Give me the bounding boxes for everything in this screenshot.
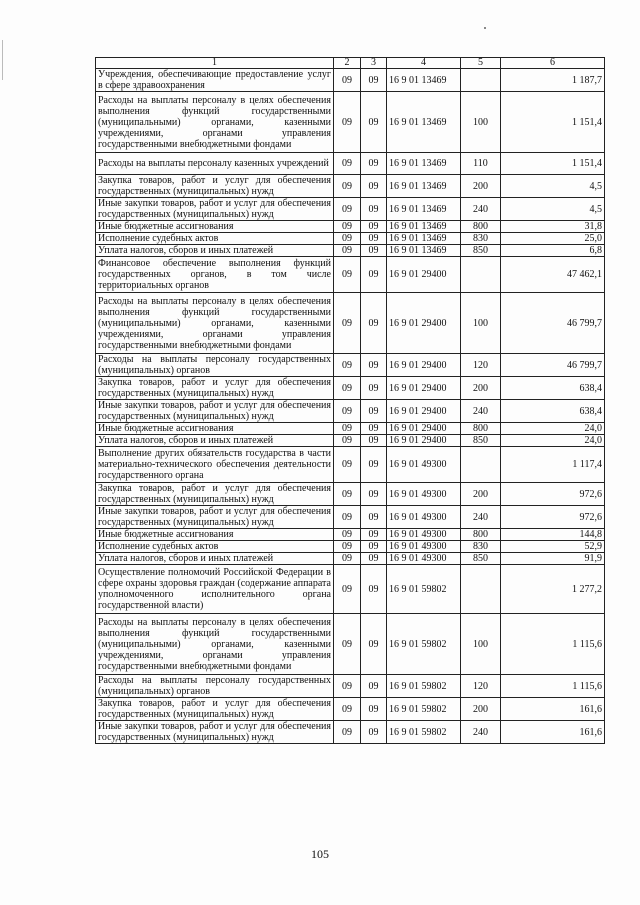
row-amount-cell: 1 115,6 bbox=[501, 614, 605, 675]
row-amount-cell: 46 799,7 bbox=[501, 293, 605, 354]
row-subsection-cell: 09 bbox=[361, 92, 387, 153]
row-subsection-cell: 09 bbox=[361, 483, 387, 506]
row-expense-type-cell: 100 bbox=[461, 92, 501, 153]
row-target-code-cell: 16 9 01 49300 bbox=[387, 483, 461, 506]
row-target-code-cell: 16 9 01 13469 bbox=[387, 233, 461, 245]
row-name-cell: Расходы на выплаты персоналу в целях обеспечения выполнения функций государственными (муниципальными) органами, казенными учреждениями, органами управления государственными внебюджетными фондами bbox=[96, 293, 334, 354]
row-section-cell: 09 bbox=[334, 483, 361, 506]
row-target-code-cell: 16 9 01 29400 bbox=[387, 354, 461, 377]
row-subsection-cell: 09 bbox=[361, 423, 387, 435]
row-name-cell: Уплата налогов, сборов и иных платежей bbox=[96, 245, 334, 257]
row-target-code-cell: 16 9 01 29400 bbox=[387, 257, 461, 293]
table-row bbox=[96, 698, 605, 721]
row-section-cell: 09 bbox=[334, 354, 361, 377]
row-target-code-cell: 16 9 01 13469 bbox=[387, 69, 461, 92]
row-amount-cell: 31,8 bbox=[501, 221, 605, 233]
row-section-cell: 09 bbox=[334, 541, 361, 553]
row-expense-type-cell: 100 bbox=[461, 293, 501, 354]
row-section-cell: 09 bbox=[334, 447, 361, 483]
row-target-code-cell: 16 9 01 13469 bbox=[387, 198, 461, 221]
row-target-code-cell: 16 9 01 49300 bbox=[387, 541, 461, 553]
row-section-cell: 09 bbox=[334, 565, 361, 614]
row-expense-type-cell: 850 bbox=[461, 553, 501, 565]
row-amount-cell: 25,0 bbox=[501, 233, 605, 245]
table-row bbox=[96, 293, 605, 354]
row-section-cell: 09 bbox=[334, 435, 361, 447]
row-name-cell: Расходы на выплаты персоналу государственных (муниципальных) органов bbox=[96, 354, 334, 377]
row-name-cell: Расходы на выплаты персоналу государственных (муниципальных) органов bbox=[96, 675, 334, 698]
row-section-cell: 09 bbox=[334, 529, 361, 541]
row-section-cell: 09 bbox=[334, 198, 361, 221]
row-name-cell: Расходы на выплаты персоналу в целях обеспечения выполнения функций государственными (муниципальными) органами, казенными учреждениями, органами управления государственными внебюджетными фондами bbox=[96, 614, 334, 675]
row-expense-type-cell bbox=[461, 69, 501, 92]
row-section-cell: 09 bbox=[334, 221, 361, 233]
row-expense-type-cell: 200 bbox=[461, 175, 501, 198]
row-amount-cell: 1 277,2 bbox=[501, 565, 605, 614]
row-amount-cell: 972,6 bbox=[501, 506, 605, 529]
row-section-cell: 09 bbox=[334, 257, 361, 293]
row-expense-type-cell bbox=[461, 565, 501, 614]
row-name-cell: Уплата налогов, сборов и иных платежей bbox=[96, 435, 334, 447]
row-expense-type-cell: 240 bbox=[461, 198, 501, 221]
row-target-code-cell: 16 9 01 49300 bbox=[387, 506, 461, 529]
table-body bbox=[96, 69, 605, 744]
row-expense-type-cell: 800 bbox=[461, 221, 501, 233]
table-row bbox=[96, 483, 605, 506]
row-section-cell: 09 bbox=[334, 698, 361, 721]
table-row bbox=[96, 245, 605, 257]
row-section-cell: 09 bbox=[334, 721, 361, 744]
row-amount-cell: 161,6 bbox=[501, 698, 605, 721]
row-name-cell: Иные бюджетные ассигнования bbox=[96, 221, 334, 233]
row-section-cell: 09 bbox=[334, 400, 361, 423]
row-name-cell: Исполнение судебных актов bbox=[96, 541, 334, 553]
table-row bbox=[96, 721, 605, 744]
row-expense-type-cell: 200 bbox=[461, 698, 501, 721]
row-name-cell: Иные закупки товаров, работ и услуг для обеспечения государственных (муниципальных) нужд bbox=[96, 721, 334, 744]
table-row bbox=[96, 435, 605, 447]
row-expense-type-cell bbox=[461, 257, 501, 293]
row-expense-type-cell: 240 bbox=[461, 400, 501, 423]
row-amount-cell: 47 462,1 bbox=[501, 257, 605, 293]
row-section-cell: 09 bbox=[334, 377, 361, 400]
table-row bbox=[96, 233, 605, 245]
row-target-code-cell: 16 9 01 59802 bbox=[387, 565, 461, 614]
row-subsection-cell: 09 bbox=[361, 153, 387, 175]
row-subsection-cell: 09 bbox=[361, 175, 387, 198]
row-section-cell: 09 bbox=[334, 675, 361, 698]
row-amount-cell: 1 115,6 bbox=[501, 675, 605, 698]
table-row bbox=[96, 400, 605, 423]
row-section-cell: 09 bbox=[334, 553, 361, 565]
scan-edge-mark bbox=[2, 40, 3, 80]
row-subsection-cell: 09 bbox=[361, 541, 387, 553]
row-expense-type-cell: 100 bbox=[461, 614, 501, 675]
row-amount-cell: 46 799,7 bbox=[501, 354, 605, 377]
row-name-cell: Уплата налогов, сборов и иных платежей bbox=[96, 553, 334, 565]
header-col-3: 3 bbox=[361, 58, 387, 69]
scan-dot-mark bbox=[484, 27, 486, 29]
table-row bbox=[96, 529, 605, 541]
table-row bbox=[96, 257, 605, 293]
row-target-code-cell: 16 9 01 59802 bbox=[387, 614, 461, 675]
table-header-row bbox=[96, 58, 605, 69]
row-section-cell: 09 bbox=[334, 506, 361, 529]
row-amount-cell: 91,9 bbox=[501, 553, 605, 565]
row-name-cell: Иные бюджетные ассигнования bbox=[96, 423, 334, 435]
table-row bbox=[96, 541, 605, 553]
row-amount-cell: 1 151,4 bbox=[501, 92, 605, 153]
row-expense-type-cell: 240 bbox=[461, 506, 501, 529]
table-row bbox=[96, 221, 605, 233]
row-subsection-cell: 09 bbox=[361, 354, 387, 377]
table-row bbox=[96, 175, 605, 198]
row-subsection-cell: 09 bbox=[361, 721, 387, 744]
row-section-cell: 09 bbox=[334, 233, 361, 245]
table-row bbox=[96, 553, 605, 565]
row-name-cell: Расходы на выплаты персоналу казенных учреждений bbox=[96, 153, 334, 175]
row-expense-type-cell: 850 bbox=[461, 245, 501, 257]
row-section-cell: 09 bbox=[334, 175, 361, 198]
row-subsection-cell: 09 bbox=[361, 377, 387, 400]
row-name-cell: Исполнение судебных актов bbox=[96, 233, 334, 245]
row-subsection-cell: 09 bbox=[361, 565, 387, 614]
table-row bbox=[96, 198, 605, 221]
row-name-cell: Иные бюджетные ассигнования bbox=[96, 529, 334, 541]
row-subsection-cell: 09 bbox=[361, 400, 387, 423]
row-target-code-cell: 16 9 01 13469 bbox=[387, 221, 461, 233]
row-subsection-cell: 09 bbox=[361, 529, 387, 541]
row-amount-cell: 24,0 bbox=[501, 435, 605, 447]
row-target-code-cell: 16 9 01 59802 bbox=[387, 721, 461, 744]
row-target-code-cell: 16 9 01 29400 bbox=[387, 423, 461, 435]
row-name-cell: Иные закупки товаров, работ и услуг для обеспечения государственных (муниципальных) нужд bbox=[96, 506, 334, 529]
row-name-cell: Финансовое обеспечение выполнения функций государственных органов, в том числе территориальных органов bbox=[96, 257, 334, 293]
table-row bbox=[96, 447, 605, 483]
row-name-cell: Учреждения, обеспечивающие предоставление услуг в сфере здравоохранения bbox=[96, 69, 334, 92]
row-target-code-cell: 16 9 01 29400 bbox=[387, 435, 461, 447]
row-target-code-cell: 16 9 01 29400 bbox=[387, 377, 461, 400]
row-target-code-cell: 16 9 01 49300 bbox=[387, 447, 461, 483]
table-row bbox=[96, 377, 605, 400]
row-name-cell: Выполнение других обязательств государства в части материально-технического обеспечения деятельности государственного органа bbox=[96, 447, 334, 483]
row-amount-cell: 1 151,4 bbox=[501, 153, 605, 175]
row-name-cell: Расходы на выплаты персоналу в целях обеспечения выполнения функций государственными (муниципальными) органами, казенными учреждениями, органами управления государственными внебюджетными фондами bbox=[96, 92, 334, 153]
row-subsection-cell: 09 bbox=[361, 257, 387, 293]
row-amount-cell: 6,8 bbox=[501, 245, 605, 257]
row-section-cell: 09 bbox=[334, 92, 361, 153]
row-expense-type-cell: 110 bbox=[461, 153, 501, 175]
row-section-cell: 09 bbox=[334, 153, 361, 175]
row-subsection-cell: 09 bbox=[361, 614, 387, 675]
row-amount-cell: 161,6 bbox=[501, 721, 605, 744]
row-target-code-cell: 16 9 01 29400 bbox=[387, 293, 461, 354]
row-expense-type-cell: 120 bbox=[461, 354, 501, 377]
row-amount-cell: 52,9 bbox=[501, 541, 605, 553]
row-expense-type-cell: 800 bbox=[461, 423, 501, 435]
table-row bbox=[96, 153, 605, 175]
row-target-code-cell: 16 9 01 13469 bbox=[387, 153, 461, 175]
row-expense-type-cell bbox=[461, 447, 501, 483]
row-expense-type-cell: 240 bbox=[461, 721, 501, 744]
row-name-cell: Закупка товаров, работ и услуг для обеспечения государственных (муниципальных) нужд bbox=[96, 698, 334, 721]
row-name-cell: Осуществление полномочий Российской Федерации в сфере охраны здоровья граждан (содержание аппарата уполномоченного исполнительного органа государственной власти) bbox=[96, 565, 334, 614]
row-amount-cell: 24,0 bbox=[501, 423, 605, 435]
row-subsection-cell: 09 bbox=[361, 675, 387, 698]
page-number: 105 bbox=[311, 847, 329, 861]
row-amount-cell: 1 117,4 bbox=[501, 447, 605, 483]
row-target-code-cell: 16 9 01 13469 bbox=[387, 92, 461, 153]
row-section-cell: 09 bbox=[334, 614, 361, 675]
row-target-code-cell: 16 9 01 59802 bbox=[387, 698, 461, 721]
header-col-1: 1 bbox=[96, 58, 334, 69]
row-section-cell: 09 bbox=[334, 245, 361, 257]
row-expense-type-cell: 120 bbox=[461, 675, 501, 698]
table-row bbox=[96, 614, 605, 675]
row-subsection-cell: 09 bbox=[361, 245, 387, 257]
row-target-code-cell: 16 9 01 29400 bbox=[387, 400, 461, 423]
row-subsection-cell: 09 bbox=[361, 293, 387, 354]
row-subsection-cell: 09 bbox=[361, 447, 387, 483]
row-target-code-cell: 16 9 01 49300 bbox=[387, 529, 461, 541]
table-row bbox=[96, 675, 605, 698]
row-amount-cell: 1 187,7 bbox=[501, 69, 605, 92]
row-name-cell: Закупка товаров, работ и услуг для обеспечения государственных (муниципальных) нужд bbox=[96, 377, 334, 400]
table-row bbox=[96, 506, 605, 529]
budget-table bbox=[95, 57, 605, 744]
row-amount-cell: 638,4 bbox=[501, 400, 605, 423]
row-subsection-cell: 09 bbox=[361, 553, 387, 565]
row-subsection-cell: 09 bbox=[361, 506, 387, 529]
table-row bbox=[96, 565, 605, 614]
row-amount-cell: 4,5 bbox=[501, 175, 605, 198]
row-amount-cell: 638,4 bbox=[501, 377, 605, 400]
row-expense-type-cell: 200 bbox=[461, 377, 501, 400]
row-expense-type-cell: 800 bbox=[461, 529, 501, 541]
row-target-code-cell: 16 9 01 13469 bbox=[387, 245, 461, 257]
row-section-cell: 09 bbox=[334, 293, 361, 354]
row-subsection-cell: 09 bbox=[361, 69, 387, 92]
header-col-4: 4 bbox=[387, 58, 461, 69]
row-subsection-cell: 09 bbox=[361, 221, 387, 233]
row-section-cell: 09 bbox=[334, 69, 361, 92]
row-amount-cell: 4,5 bbox=[501, 198, 605, 221]
row-name-cell: Закупка товаров, работ и услуг для обеспечения государственных (муниципальных) нужд bbox=[96, 483, 334, 506]
row-subsection-cell: 09 bbox=[361, 233, 387, 245]
row-expense-type-cell: 200 bbox=[461, 483, 501, 506]
row-section-cell: 09 bbox=[334, 423, 361, 435]
row-subsection-cell: 09 bbox=[361, 435, 387, 447]
table-row bbox=[96, 92, 605, 153]
header-col-6: 6 bbox=[501, 58, 605, 69]
row-name-cell: Иные закупки товаров, работ и услуг для обеспечения государственных (муниципальных) нужд bbox=[96, 400, 334, 423]
row-target-code-cell: 16 9 01 13469 bbox=[387, 175, 461, 198]
row-target-code-cell: 16 9 01 59802 bbox=[387, 675, 461, 698]
table-row bbox=[96, 69, 605, 92]
row-target-code-cell: 16 9 01 49300 bbox=[387, 553, 461, 565]
row-name-cell: Иные закупки товаров, работ и услуг для обеспечения государственных (муниципальных) нужд bbox=[96, 198, 334, 221]
header-col-5: 5 bbox=[461, 58, 501, 69]
row-expense-type-cell: 850 bbox=[461, 435, 501, 447]
row-name-cell: Закупка товаров, работ и услуг для обеспечения государственных (муниципальных) нужд bbox=[96, 175, 334, 198]
row-expense-type-cell: 830 bbox=[461, 233, 501, 245]
header-col-2: 2 bbox=[334, 58, 361, 69]
row-amount-cell: 972,6 bbox=[501, 483, 605, 506]
row-expense-type-cell: 830 bbox=[461, 541, 501, 553]
row-subsection-cell: 09 bbox=[361, 198, 387, 221]
table-row bbox=[96, 423, 605, 435]
row-subsection-cell: 09 bbox=[361, 698, 387, 721]
row-amount-cell: 144,8 bbox=[501, 529, 605, 541]
table-row bbox=[96, 354, 605, 377]
